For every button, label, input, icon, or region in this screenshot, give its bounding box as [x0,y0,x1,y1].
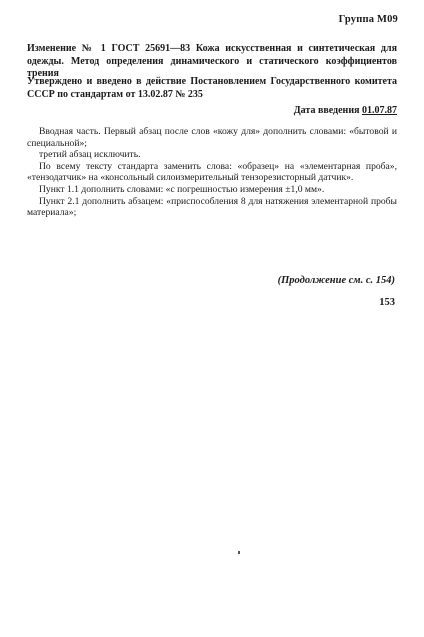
paragraph: Пункт 1.1 дополнить словами: «с погрешностью измерения ±1,0 мм». [39,183,325,195]
paragraph: Пункт 2.1 дополнить абзацем: «приспособления 8 для натяжения элементарной пробы материала»; [27,195,397,219]
paragraph: По всему тексту стандарта заменить слова: «образец» на «элементарная проба», «тензодатчик» на «консольный силоизмерительный тензорезисторный датчик». [27,160,397,184]
page-number: 153 [379,297,395,308]
approval-note: Утверждено и введено в действие Постановлением Государственного комитета СССР по стандартам от 13.02.87 № 235 [27,76,397,100]
body-text [27,126,397,219]
scan-speck [238,551,240,554]
effective-date [294,105,397,116]
continuation-note: (Продолжение см. с. 154) [277,275,395,286]
effective-date-value: 01.07.87 [362,105,397,116]
effective-date-label: Дата введения [293,105,360,116]
amendment-heading: Изменение № 1 ГОСТ 25691—83 Кожа искусственная и синтетическая для одежды. Метод определения динамического и статического коэффициентов трения [27,43,397,79]
group-label: Группа М09 [338,14,398,25]
paragraph: третий абзац исключить. [39,149,141,161]
paragraph: Вводная часть. Первый абзац после слов «кожу для» дополнить словами: «бытовой и специальной»; [27,126,397,149]
